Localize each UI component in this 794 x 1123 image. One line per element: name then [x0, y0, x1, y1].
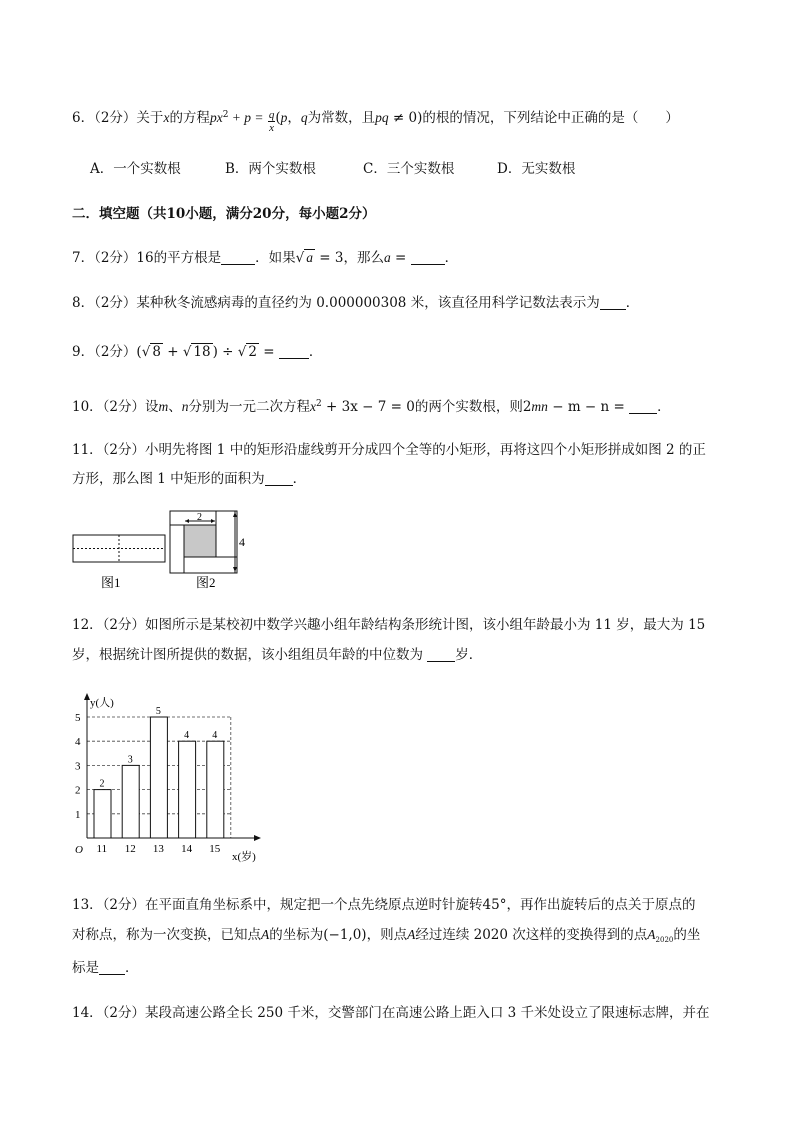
figure-11 [66, 505, 256, 595]
fig1-label: 图1 [101, 575, 121, 590]
x-tick-label: 14 [181, 843, 193, 855]
width-label: 2 [197, 512, 202, 523]
x-tick-label: 12 [124, 843, 136, 855]
question-7: 7．（2分）16的平方根是 ．如果√ a = 3，那么a = ． [72, 250, 459, 266]
bar-14 [179, 741, 196, 838]
question-6: 6．（2分）关于x的方程$px^2 + p$ = $\frac{q}{x}$ (p，q为常数，且pq ≠ 0)的根的情况，下列结论中正确的是（ ） [72, 109, 679, 134]
question-13-line1: 13．（2分）在平面直角坐标系中，规定把一个点先绕原点逆时针旋转45°，再作出旋转后的点关于原点的 [72, 897, 696, 913]
answer-blank [427, 647, 455, 662]
option-d: D．无实数根 [497, 161, 576, 177]
answer-blank [265, 471, 293, 486]
x-axis-arrow [254, 835, 261, 841]
y-tick-labels [75, 712, 81, 821]
question-10: 10．（2分）设m、n分别为一元二次方程$x^2 + 3x - 7 = 0$的两个实数根，则2mn − m − n = ． [72, 399, 671, 415]
y-tick-label: 5 [75, 712, 81, 724]
answer-blank [629, 399, 657, 414]
y-axis-label: y(人) [90, 697, 114, 709]
x-tick-labels [97, 843, 221, 855]
bar-11 [94, 790, 111, 838]
answer-blank [411, 250, 445, 265]
value-label: 5 [155, 706, 161, 717]
chart-bars [94, 717, 224, 838]
answer-blank [221, 250, 255, 265]
y-tick-label: 2 [75, 784, 81, 797]
question-12-line1: 12．（2分）如图所示是某校初中数学兴趣小组年龄结构条形统计图，该小组年龄最小为 11 岁，最大为 15 [72, 617, 706, 633]
value-label: 4 [184, 730, 190, 742]
x-tick-label: 11 [96, 843, 108, 855]
x-tick-label: 13 [152, 843, 164, 855]
value-label: 2 [99, 778, 105, 790]
option-c: C．三个实数根 [363, 161, 455, 177]
answer-blank [279, 344, 309, 359]
question-12-line2: 岁，根据统计图所提供的数据，该小组组员年龄的中位数为 岁． [72, 647, 483, 663]
answer-blank [99, 960, 125, 975]
question-11-line2: 方形，那么图 1 中矩形的面积为 ． [72, 471, 307, 487]
bar-12 [122, 765, 139, 838]
x-axis-label: x(岁) [232, 851, 256, 863]
question-9: 9．（2分）(√ 8 + √ 18 ) ÷ √ 2 = ． [72, 344, 323, 360]
fraction-q-over-x: $\frac{q}{x}$ [268, 109, 275, 134]
value-label: 4 [212, 730, 218, 742]
y-tick-label: 4 [75, 736, 81, 749]
value-label: 3 [127, 754, 133, 766]
option-a: A．一个实数根 [90, 161, 181, 177]
fig2-label: 图2 [196, 575, 216, 590]
question-11-line1: 11．（2分）小明先将图 1 中的矩形沿虚线剪开分成四个全等的小矩形，再将这四个小矩形拼成如图 2 的正 [72, 442, 706, 458]
fig2-shaded-square [184, 525, 216, 557]
question-8: 8．（2分）某种秋冬流感病毒的直径约为 0.000000308 米，该直径用科学记数法表示为 ． [72, 295, 640, 311]
age-bar-chart [66, 690, 276, 870]
option-b: B．两个实数根 [225, 161, 316, 177]
bar-15 [207, 741, 224, 838]
question-13-line3: 标是 ． [72, 960, 139, 976]
section-heading: 二．填空题（共10小题，满分20分，每小题2分） [72, 206, 376, 222]
origin-label: O [75, 844, 83, 856]
y-tick-label: 3 [75, 760, 81, 773]
y-tick-label: 1 [75, 808, 81, 821]
question-13-line2: 对称点，称为一次变换，已知点A的坐标为(−1,0)，则点A经过连续 2020 次这样的变换得到的点$A_{2020}$的坐 [72, 927, 701, 944]
height-label: 4 [239, 535, 245, 549]
answer-blank [600, 295, 626, 310]
x-tick-label: 15 [209, 843, 221, 855]
question-14-line1: 14．（2分）某段高速公路全长 250 千米，交警部门在高速公路上距入口 3 千米处设立了限速标志牌，并在 [72, 1005, 710, 1021]
bar-13 [150, 717, 167, 838]
